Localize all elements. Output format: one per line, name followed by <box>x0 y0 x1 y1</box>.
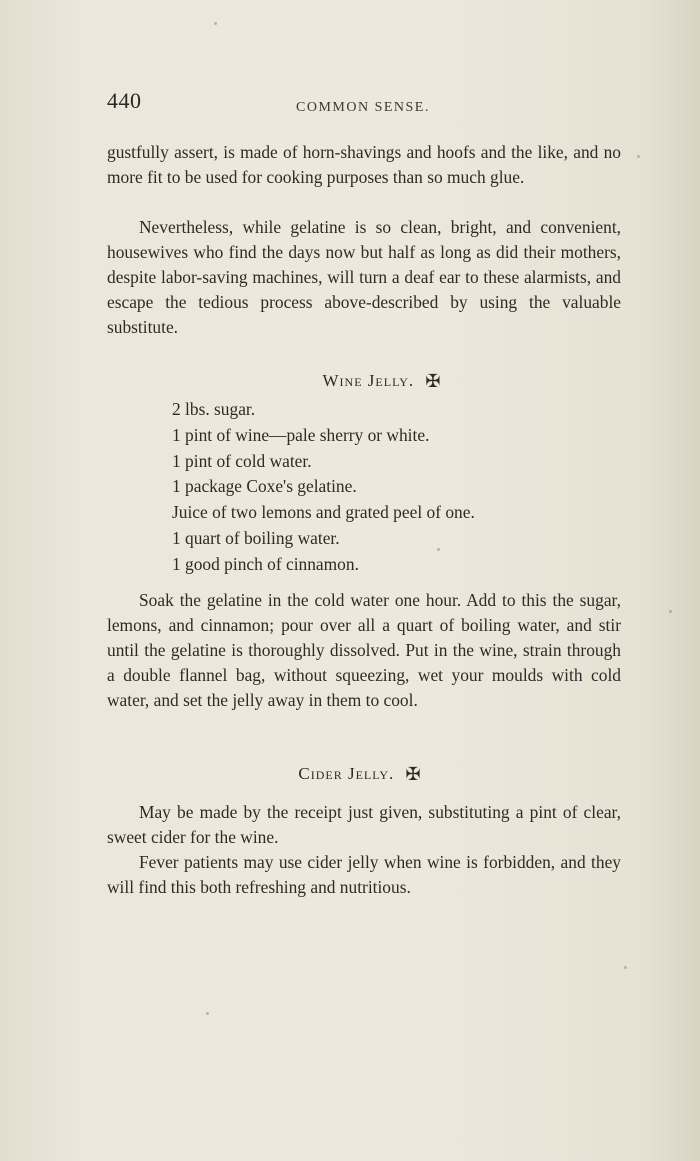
paragraph-gelatine-substitute: Nevertheless, while gelatine is so clean, bright, and convenient, housewives who find the days now but half as long as did their mothers, despite labor-saving machines, will turn a deaf ear to these alarmists, and escape the tedious process above-described by using the valuable substitute. <box>107 217 621 337</box>
paragraph-wine-jelly-method: Soak the gelatine in the cold water one hour. Add to this the sugar, lemons, and cinnamon; pour over all a quart of boiling water, and stir until the gelatine is thoroughly dissolved. Put in the wine, strain through a double flannel bag, without squeezing, wet your moulds with cold water, and set the jelly away in them to cool. <box>107 590 621 710</box>
recipe-title-cider-jelly <box>0 764 700 785</box>
running-head: COMMON SENSE. <box>296 100 430 115</box>
maltese-cross-icon: ✠ <box>405 764 422 784</box>
paper-speck <box>624 966 627 969</box>
paper-speck <box>214 22 217 25</box>
ingredient-list-wine-jelly <box>172 397 475 578</box>
ingredient-item: 1 pint of wine—pale sherry or white. <box>172 424 430 445</box>
recipe-title-text: Wine Jelly. <box>322 371 415 390</box>
paper-speck <box>669 610 672 613</box>
maltese-cross-icon: ✠ <box>425 371 442 391</box>
recipe-title-wine-jelly <box>0 371 700 392</box>
ingredient-item: 1 quart of boiling water. <box>172 527 340 548</box>
paper-speck <box>206 1012 209 1015</box>
paper-speck <box>637 155 640 158</box>
page-number: 440 <box>107 88 142 113</box>
paragraph-cider-jelly-method: May be made by the receipt just given, substituting a pint of clear, sweet cider for the wine. <box>107 802 621 847</box>
ingredient-item: 2 lbs. sugar. <box>172 399 256 419</box>
paragraph-cider-jelly-note: Fever patients may use cider jelly when wine is forbidden, and they will find this both refreshing and nutritious. <box>107 852 621 897</box>
recipe-title-text: Cider Jelly. <box>298 764 395 783</box>
ingredient-item: 1 good pinch of cinnamon. <box>172 553 359 574</box>
ingredient-item: Juice of two lemons and grated peel of one. <box>172 502 475 523</box>
ingredient-item: 1 pint of cold water. <box>172 450 312 471</box>
paper-speck <box>437 548 440 551</box>
paragraph-gelatine-origin: gustfully assert, is made of horn-shavings and hoofs and the like, and no more fit to be used for cooking purposes than so much glue. <box>107 142 621 187</box>
ingredient-item: 1 package Coxe's gelatine. <box>172 476 357 497</box>
